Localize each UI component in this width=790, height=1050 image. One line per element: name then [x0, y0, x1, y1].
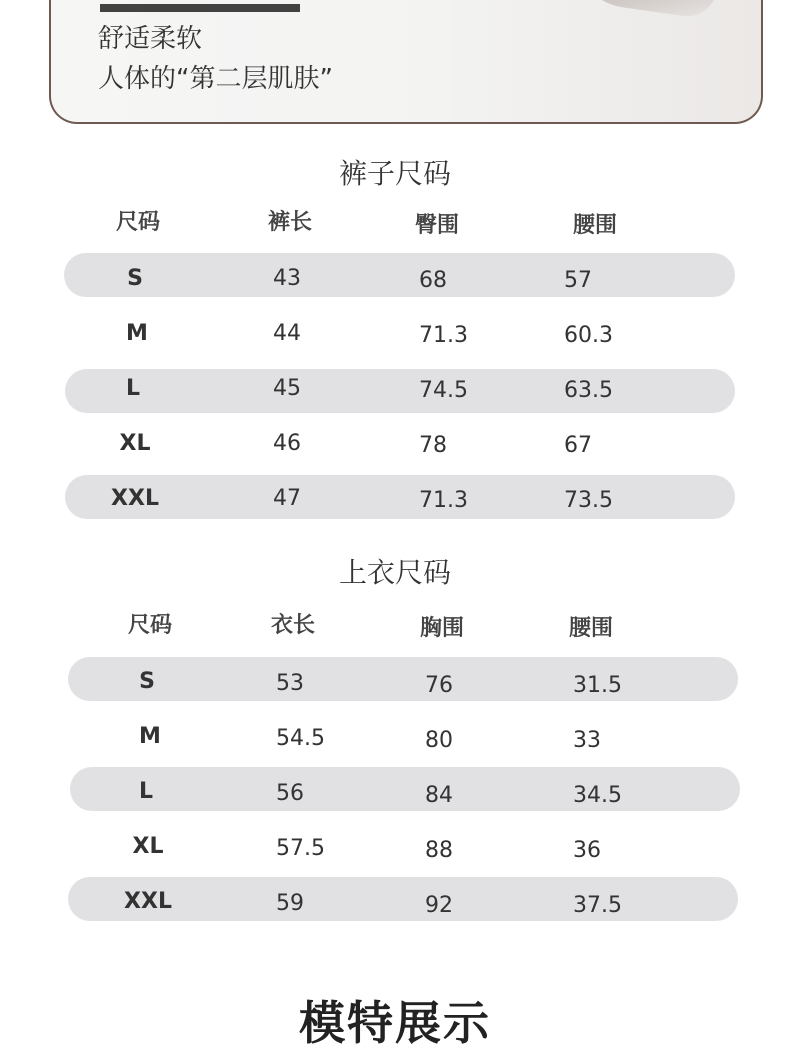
pants-hip: 68 — [419, 268, 447, 293]
top-length: 59 — [276, 891, 304, 916]
top-chest: 76 — [425, 673, 453, 698]
top-size: XL — [132, 834, 164, 859]
top-size-title: 上衣尺码 — [338, 556, 451, 589]
top-header-waist: 腰围 — [568, 616, 613, 641]
top-size: M — [139, 724, 161, 749]
pants-length: 43 — [273, 266, 301, 291]
top-waist: 34.5 — [573, 783, 622, 808]
top-length: 53 — [276, 671, 304, 696]
pants-length: 46 — [273, 431, 301, 456]
model-display-title: 模特展示 — [299, 996, 491, 1050]
pants-waist: 67 — [564, 433, 592, 458]
pants-row-stripe — [65, 475, 735, 519]
top-header-size: 尺码 — [127, 613, 172, 638]
pants-hip: 71.3 — [419, 488, 468, 513]
banner-tagline-2: 人体的“第二层肌肤” — [98, 64, 333, 94]
pants-hip: 71.3 — [419, 323, 468, 348]
pants-size: XXL — [111, 486, 159, 511]
top-waist: 36 — [573, 838, 601, 863]
top-header-length: 衣长 — [270, 613, 315, 638]
pants-waist: 73.5 — [564, 488, 613, 513]
pants-size: L — [125, 376, 141, 401]
pants-hip: 74.5 — [419, 378, 468, 403]
top-chest: 80 — [425, 728, 453, 753]
pants-length: 47 — [273, 486, 301, 511]
top-header-chest: 胸围 — [419, 616, 464, 641]
pants-size-title: 裤子尺码 — [338, 157, 451, 190]
pants-size: XL — [119, 431, 151, 456]
top-chest: 84 — [425, 783, 453, 808]
banner-tagline-1: 舒适柔软 — [98, 24, 203, 54]
top-size: S — [139, 669, 155, 694]
top-length: 56 — [276, 781, 304, 806]
top-waist: 31.5 — [573, 673, 622, 698]
pants-header-length: 裤长 — [267, 210, 312, 235]
pants-size: S — [127, 266, 143, 291]
product-photo-fragment — [564, 0, 724, 20]
top-chest: 88 — [425, 838, 453, 863]
pants-waist: 63.5 — [564, 378, 613, 403]
top-length: 57.5 — [276, 836, 325, 861]
top-waist: 37.5 — [573, 893, 622, 918]
pants-hip: 78 — [419, 433, 447, 458]
pants-length: 44 — [273, 321, 301, 346]
top-chest: 92 — [425, 893, 453, 918]
product-banner — [49, 0, 763, 124]
top-size: L — [138, 779, 154, 804]
pants-size: M — [126, 321, 148, 346]
pants-waist: 57 — [564, 268, 592, 293]
pants-row-stripe — [65, 369, 735, 413]
pants-header-size: 尺码 — [115, 210, 160, 235]
banner-heading-fragment — [100, 0, 300, 12]
top-size: XXL — [124, 889, 172, 914]
top-waist: 33 — [573, 728, 601, 753]
pants-waist: 60.3 — [564, 323, 613, 348]
pants-header-waist: 腰围 — [572, 213, 617, 238]
pants-header-hip: 臀围 — [414, 213, 459, 238]
pants-length: 45 — [273, 376, 301, 401]
top-length: 54.5 — [276, 726, 325, 751]
